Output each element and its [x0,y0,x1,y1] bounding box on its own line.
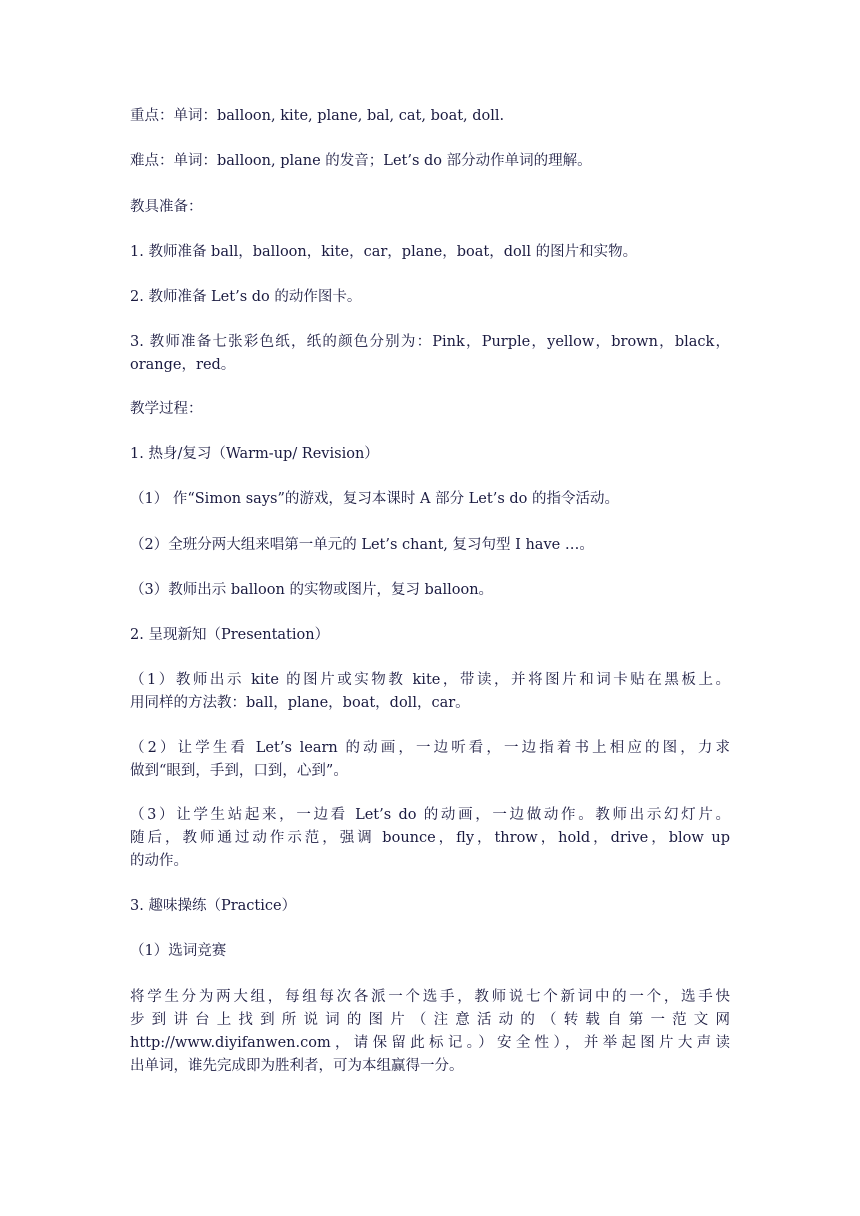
teaching-process-heading: 教学过程： [130,401,203,417]
teaching-aids-item-3-cont: orange，red。 [130,357,236,373]
section-3-heading: 3. 趣味操练（Practice） [130,898,297,914]
teaching-aids-item-3: 3. 教师准备七张彩色纸，纸的颜色分别为：Pink，Purple，yellow，brown，black， [130,334,730,350]
section-2-heading: 2. 呈现新知（Presentation） [130,627,330,643]
section-3-paragraph-line-3: http://www.diyifanwen.com，请保留此标记。）安全性），并举起图片大声读 [130,1035,730,1051]
section-3-paragraph-line-2: 步到讲台上找到所说词的图片（注意活动的（转载自第一范文网 [130,1012,730,1028]
section-2-step-3: （3）让学生站起来，一边看 Let’s do 的动画，一边做动作。教师出示幻灯片。 [130,807,730,823]
section-2-step-2-cont: 做到“眼到，手到，口到，心到”。 [130,763,348,779]
teaching-aids-heading: 教具准备： [130,199,203,215]
section-3-paragraph-line-4: 出单词，谁先完成即为胜利者，可为本组赢得一分。 [130,1058,464,1074]
teaching-aids-item-2: 2. 教师准备 Let’s do 的动作图卡。 [130,289,362,305]
section-3-paragraph-line-1: 将学生分为两大组，每组每次各派一个选手，教师说七个新词中的一个，选手快 [130,989,730,1005]
difficult-points-line: 难点：单词：balloon, plane 的发音；Let’s do 部分动作单词的理解。 [130,153,592,169]
section-1-step-1: （1） 作“Simon says”的游戏，复习本课时 A 部分 Let’s do 的指令活动。 [130,491,619,507]
section-2-step-1-cont: 用同样的方法教：ball，plane，boat，doll，car。 [130,695,470,711]
section-2-step-3-cont-2: 的动作。 [130,853,188,869]
section-1-step-2: （2）全班分两大组来唱第一单元的 Let’s chant, 复习句型 I have …。 [130,537,594,553]
section-2-step-1: （1）教师出示 kite 的图片或实物教 kite，带读，并将图片和词卡贴在黑板上。 [130,672,730,688]
section-2-step-2: （2）让学生看 Let’s learn 的动画，一边听看，一边指着书上相应的图，力求 [130,740,730,756]
section-1-step-3: （3）教师出示 balloon 的实物或图片，复习 balloon。 [130,582,494,598]
section-2-step-3-cont-1: 随后，教师通过动作示范，强调 bounce，fly，throw，hold，drive，blow up [130,830,730,846]
key-points-line: 重点：单词：balloon, kite, plane, bal, cat, boat, doll. [130,108,505,124]
teaching-aids-item-1: 1. 教师准备 ball，balloon，kite，car，plane，boat，doll 的图片和实物。 [130,244,638,260]
section-3-step-1: （1）选词竞赛 [130,943,227,959]
section-1-heading: 1. 热身/复习（Warm-up/ Revision） [130,446,379,462]
